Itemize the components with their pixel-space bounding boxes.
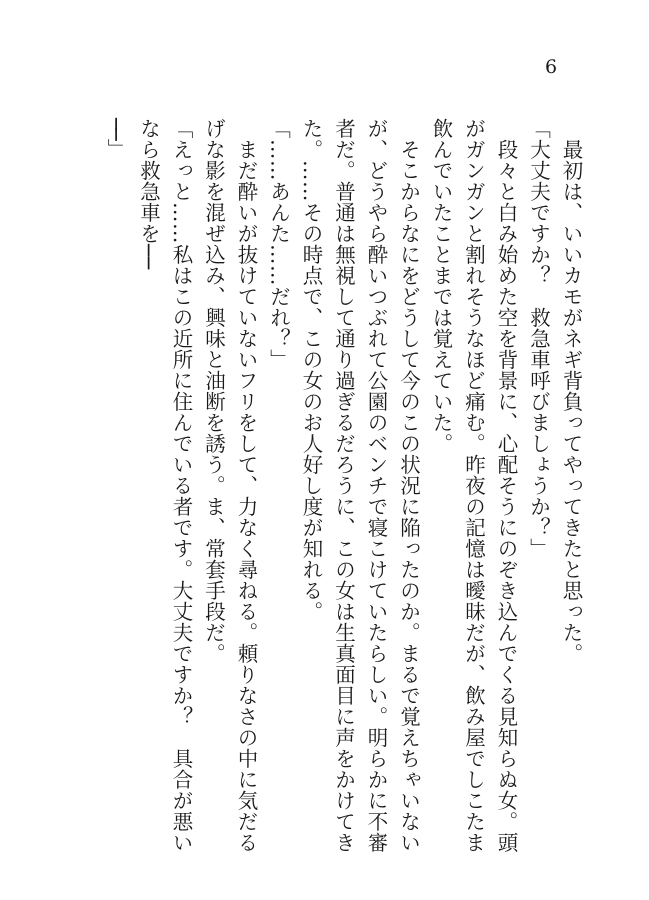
paragraph-narration-3: そこからなにをどうして今のこの状況に陥ったのか。まるで覚えちゃいないが、どうやら酔いつぶれて公園のベンチで寝こけていたらしい。明らかに不審者だ。普通は無視して通り過ぎるだろうに、この女は生真面目に声をかけてきた。……その時点で、この女のお人好し度が知れる。: [299, 118, 421, 853]
paragraph-dialogue-1: 「大丈夫ですか？ 救急車呼びましょうか？」: [526, 118, 551, 559]
paragraph-dialogue-2: 「……あんた……だれ？」: [266, 118, 291, 370]
paragraph-dialogue-continuation: ──」: [104, 118, 128, 158]
paragraph-narration-2: 段々と白み始めた空を背景に、心配そうにのぞき込んでくる見知らぬ女。頭がガンガンと割れそうなほど痛む。昨夜の記憶は曖昧だが、飲み屋でしこたま飲んでいたことまでは覚えていた。: [429, 118, 518, 853]
paragraph-dialogue-3: 「えっと……私はこの近所に住んでいる者です。大丈夫ですか？ 具合が悪いなら救急車を──: [136, 118, 193, 853]
page-number: 6: [545, 56, 558, 78]
paragraph-narration-1: 最初は、いいカモがネギ背負ってやってきたと思った。: [559, 138, 583, 664]
body-text: [100, 118, 588, 863]
paragraph-narration-4: まだ酔いが抜けていないフリをして、力なく尋ねる。頼りなさの中に気だるげな影を混ぜ込み、興味と油断を誘う。ま、常套手段だ。: [201, 118, 258, 853]
